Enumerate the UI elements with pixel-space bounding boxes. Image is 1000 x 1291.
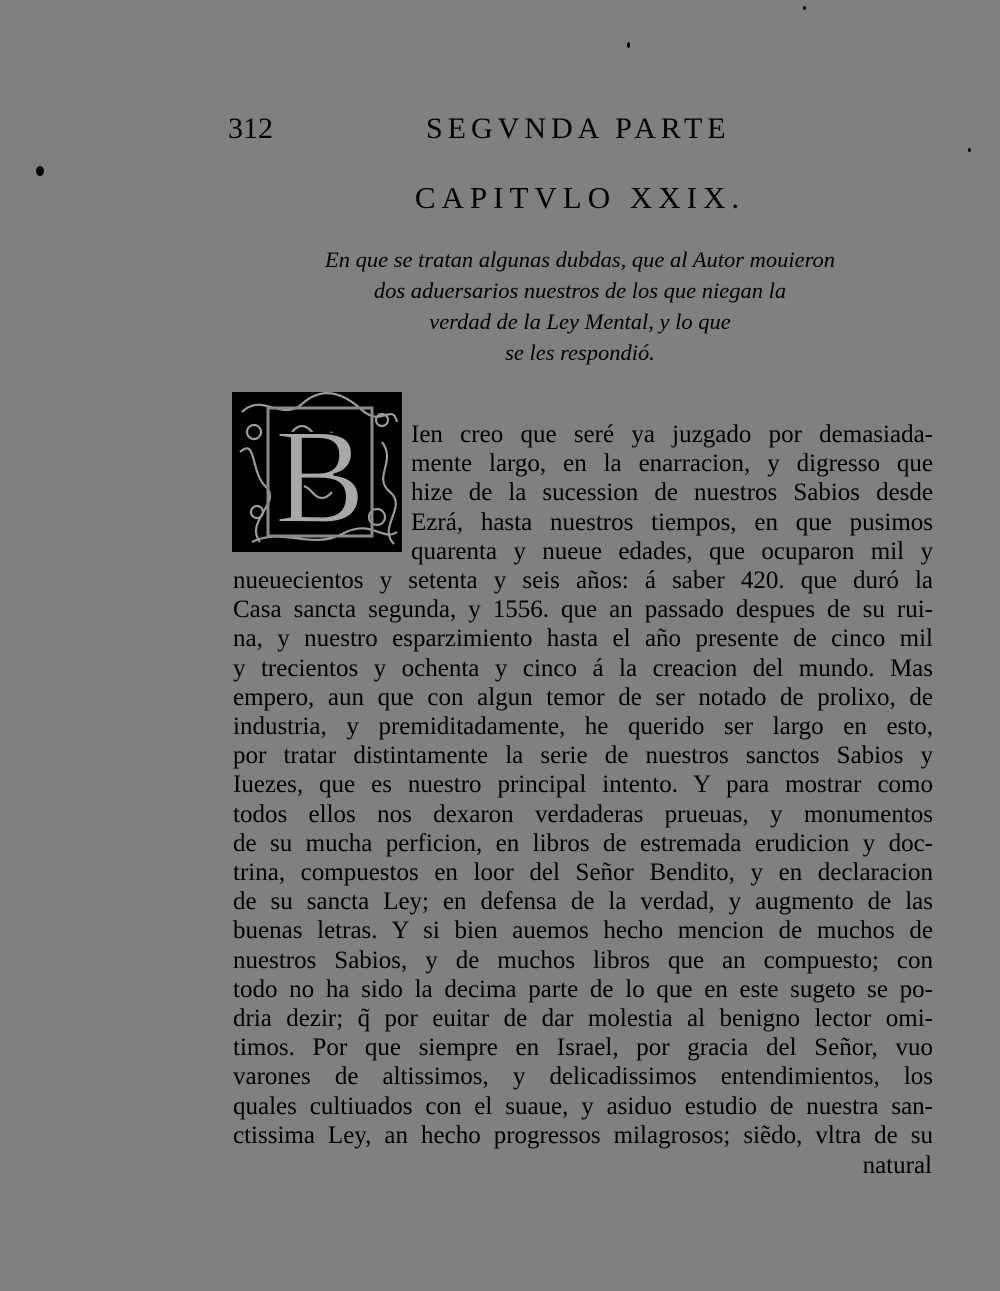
text-line: mente largo, en la enarracion, y digresso que <box>411 450 933 478</box>
chapter-summary <box>250 244 910 368</box>
running-head <box>228 112 948 152</box>
text-line: ctissima Ley, an hecho progressos milagrosos; siẽdo, vltra de su <box>233 1121 933 1149</box>
text-line: na, y nuestro esparzimiento hasta el año presente de cinco mil <box>233 625 933 653</box>
text-line: dria dezir; q̃ por euitar de dar molestia al benigno lector omi- <box>233 1005 933 1033</box>
text-line: quarenta y nueue edades, que ocuparon mil y <box>411 537 933 565</box>
body-text <box>233 420 933 1150</box>
text-line: por tratar distintamente la serie de nuestros sanctos Sabios y <box>233 742 933 770</box>
summary-line: se les respondió. <box>505 340 655 365</box>
text-line: nuestros Sabios, y de muchos libros que an compuesto; con <box>233 946 933 974</box>
ink-speck <box>627 42 630 48</box>
running-title: SEGVNDA PARTE <box>426 112 731 145</box>
text-line: nueuecientos y setenta y seis años: á saber 420. que duró la <box>233 567 933 595</box>
summary-line: En que se tratan algunas dubdas, que al Autor mouieron <box>325 247 835 272</box>
text-line: trina, compuestos en loor del Señor Bendito, y en declaracion <box>233 859 933 887</box>
text-line: y trecientos y ochenta y cinco á la creacion del mundo. Mas <box>233 654 933 682</box>
summary-line: verdad de la Ley Mental, y lo que <box>429 309 731 334</box>
page-number: 312 <box>228 112 273 145</box>
text-line: quales cultiuados con el suaue, y asiduo estudio de nuestra san- <box>233 1092 933 1120</box>
text-line: Casa sancta segunda, y 1556. que an passado despues de su rui- <box>233 596 933 624</box>
text-line: Ien creo que seré ya juzgado por demasiada- <box>411 421 933 448</box>
initial-letter: B <box>274 402 366 552</box>
ink-speck <box>803 6 806 10</box>
text-line: timos. Por que siempre en Israel, por gracia del Señor, vuo <box>233 1034 933 1062</box>
text-line: buenas letras. Y si bien auemos hecho mencion de muchos de <box>233 917 933 945</box>
summary-line: dos aduersarios nuestros de los que niegan la <box>373 278 787 303</box>
text-line: Iuezes, que es nuestro principal intento. Y para mostrar como <box>233 771 933 799</box>
text-line: varones de altissimos, y delicadissimos entendimientos, los <box>233 1063 933 1091</box>
text-line: de su sancta Ley; en defensa de la verdad, y augmento de las <box>233 888 933 916</box>
text-line: de su mucha perficion, en libros de estremada erudicion y doc- <box>233 829 933 857</box>
text-line: hize de la sucession de nuestros Sabios desde <box>411 479 933 507</box>
text-line: todo no ha sido la decima parte de lo que en este sugeto se po- <box>233 975 933 1003</box>
text-line: industria, y premiditadamente, he querido ser largo en esto, <box>233 713 933 741</box>
catchword: natural <box>862 1152 932 1179</box>
text-line: Ezrá, hasta nuestros tiempos, en que pusimos <box>411 508 933 536</box>
ink-speck <box>968 148 971 152</box>
ink-speck <box>36 166 44 176</box>
chapter-title: CAPITVLO XXIX. <box>414 180 746 215</box>
text-line: empero, aun que con algun temor de ser notado de prolixo, de <box>233 683 933 711</box>
text-line: todos ellos nos dexaron verdaderas prueuas, y monumentos <box>233 800 933 828</box>
